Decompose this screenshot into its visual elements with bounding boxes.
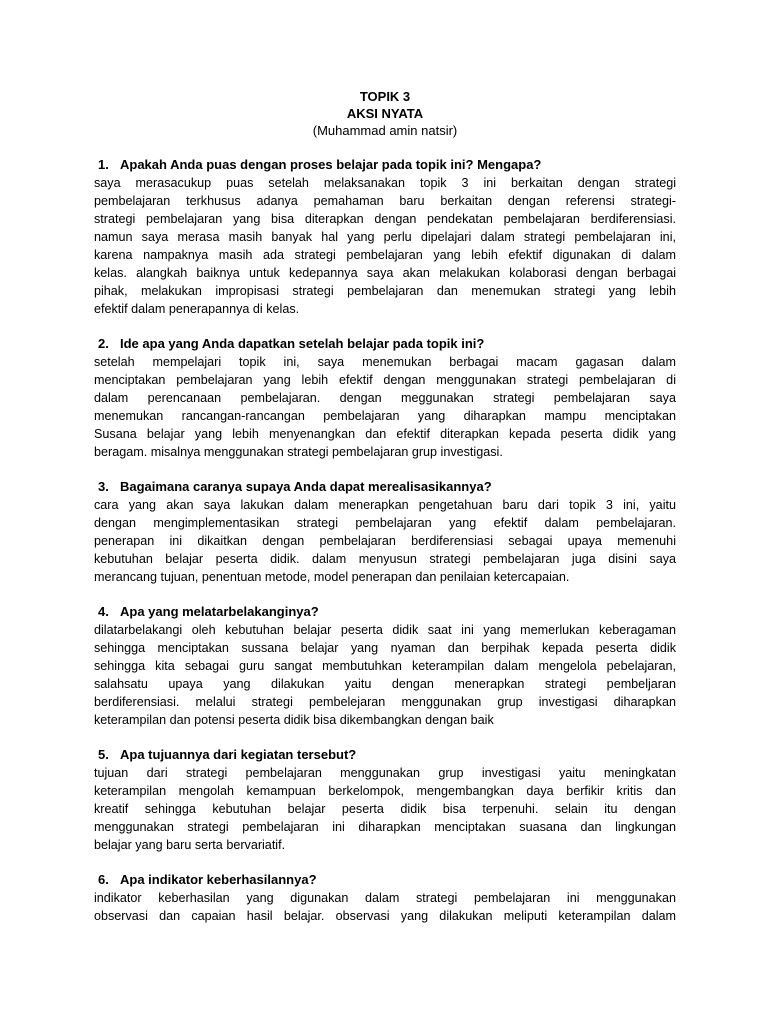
topic-label: TOPIK 3 [359, 89, 411, 104]
answer-line: strategi pembelajaran yang bisa diterapkan dengan pendekatan pembelajaran berdiferensiasi. [94, 212, 676, 226]
question-text: Apa tujuannya dari kegiatan tersebut? [120, 747, 357, 762]
answer-line: karena nampaknya masih ada strategi pembelajaran yang lebih efektif digunakan di dalam [94, 248, 676, 262]
answer-line: indikator keberhasilan yang digunakan dalam strategi pembelajaran ini menggunakan [94, 891, 676, 905]
answer-paragraph [94, 889, 676, 925]
document-title: AKSI NYATA [346, 106, 424, 121]
answer-line: cara yang akan saya lakukan dalam menerapkan pengetahuan baru dari topik 3 ini, yaitu [94, 498, 676, 512]
answer-line: Susana belajar yang lebih menyenangkan dan efektif diterapkan kepada peserta didik yang [94, 427, 676, 441]
question-section [94, 156, 676, 318]
answer-paragraph [94, 353, 676, 461]
question-section [94, 478, 676, 586]
question-heading [94, 871, 676, 889]
answer-line: dilatarbelakangi oleh kebutuhan belajar peserta didik saat ini yang memerlukan keberagaman [94, 623, 676, 637]
answer-line: kebutuhan belajar peserta didik. dalam menyusun strategi pembelajaran juga disini saya [94, 552, 676, 566]
question-number: 1. [98, 157, 109, 172]
answer-line: sehingga menciptakan sussana belajar yang nyaman dan berpihak kepada peserta didik [94, 641, 676, 655]
question-text: Bagaimana caranya supaya Anda dapat merealisasikannya? [120, 479, 492, 494]
answer-line: penerapan ini dikaitkan dengan pembelajaran berdiferensiasi sebagai upaya memenuhi [94, 534, 676, 548]
answer-paragraph [94, 621, 676, 729]
answer-line: salahsatu upaya yang dilakukan yaitu dengan menerapkan strategi pembeljaran [94, 677, 676, 691]
question-heading [94, 335, 676, 353]
question-section [94, 871, 676, 925]
question-section [94, 335, 676, 461]
document-page [94, 88, 676, 925]
question-heading [94, 156, 676, 174]
answer-line: menggunakan strategi pembelajaran ini diharapkan menciptakan suasana dan lingkungan [94, 820, 676, 834]
answer-line: namun saya merasa masih banyak hal yang perlu dipelajari dalam strategi pembelajaran ini, [94, 230, 676, 244]
answer-line: pihak, melakukan impropisasi strategi pembelajaran dan menemukan strategi yang lebih [94, 284, 676, 298]
answer-line: efektif dalam penerapannya di kelas. [94, 302, 300, 316]
answer-line: berdiferensiasi. melalui strategi pembelejaran menggunakan grup investigasi diharapkan [94, 695, 676, 709]
answer-line: saya merasacukup puas setelah melaksanakan topik 3 ini berkaitan dengan strategi [94, 176, 676, 190]
answer-line: belajar yang baru serta bervariatif. [94, 838, 286, 852]
answer-line: keterampilan dan potensi peserta didik bisa dikembangkan dengan baik [94, 713, 494, 727]
answer-line: merancang tujuan, penentuan metode, model penerapan dan penilaian ketercapaian. [94, 570, 570, 584]
answer-paragraph [94, 764, 676, 854]
answer-line: sehingga kita sebagai guru sangat membutuhkan keterampilan dalam mengelola pebelajaran, [94, 659, 676, 673]
answer-line: kelas. alangkah baiknya untuk kedepannya saya akan melakukan kolaborasi dengan berbagai [94, 266, 676, 280]
answer-line: kreatif sehingga kebutuhan belajar peserta didik bisa terpenuhi. selain itu dengan [94, 802, 676, 816]
answer-line: pembelajaran terkhusus adanya pemahaman baru berkaitan dengan referensi strategi- [94, 194, 676, 208]
question-text: Apakah Anda puas dengan proses belajar pada topik ini? Mengapa? [120, 157, 542, 172]
answer-line: setelah mempelajari topik ini, saya menemukan berbagai macam gagasan dalam [94, 355, 676, 369]
answer-line: dalam perencanaan pembelajaran. dengan meggunakan strategi pembelajaran saya [94, 391, 676, 405]
question-number: 4. [98, 604, 109, 619]
answer-paragraph [94, 496, 676, 586]
answer-line: menciptakan pembelajaran yang lebih efektif dengan menggunakan strategi pembelajaran di [94, 373, 676, 387]
answer-line: beragam. misalnya menggunakan strategi pembelajaran grup investigasi. [94, 445, 503, 459]
document-header [94, 88, 676, 139]
question-heading [94, 746, 676, 764]
question-number: 5. [98, 747, 109, 762]
question-number: 3. [98, 479, 109, 494]
question-list [94, 156, 676, 925]
question-heading [94, 478, 676, 496]
question-text: Apa indikator keberhasilannya? [120, 872, 317, 887]
question-text: Ide apa yang Anda dapatkan setelah belajar pada topik ini? [120, 336, 485, 351]
question-text: Apa yang melatarbelakanginya? [120, 604, 319, 619]
answer-line: dengan mengimplementasikan strategi pembelajaran yang efektif dalam pembelajaran. [94, 516, 676, 530]
answer-line: observasi dan capaian hasil belajar. observasi yang dilakukan meliputi keterampilan dalam [94, 909, 676, 923]
answer-line: tujuan dari strategi pembelajaran menggunakan grup investigasi yaitu meningkatan [94, 766, 676, 780]
question-section [94, 746, 676, 854]
question-section [94, 603, 676, 729]
answer-paragraph [94, 174, 676, 318]
answer-line: menemukan rancangan-rancangan pembelajaran yang diharapkan mampu menciptakan [94, 409, 676, 423]
question-heading [94, 603, 676, 621]
question-number: 2. [98, 336, 109, 351]
author-name: (Muhammad amin natsir) [312, 123, 458, 138]
question-number: 6. [98, 872, 109, 887]
answer-line: keterampilan mengolah kemampuan berkelompok, mengembangkan daya berfikir kritis dan [94, 784, 676, 798]
